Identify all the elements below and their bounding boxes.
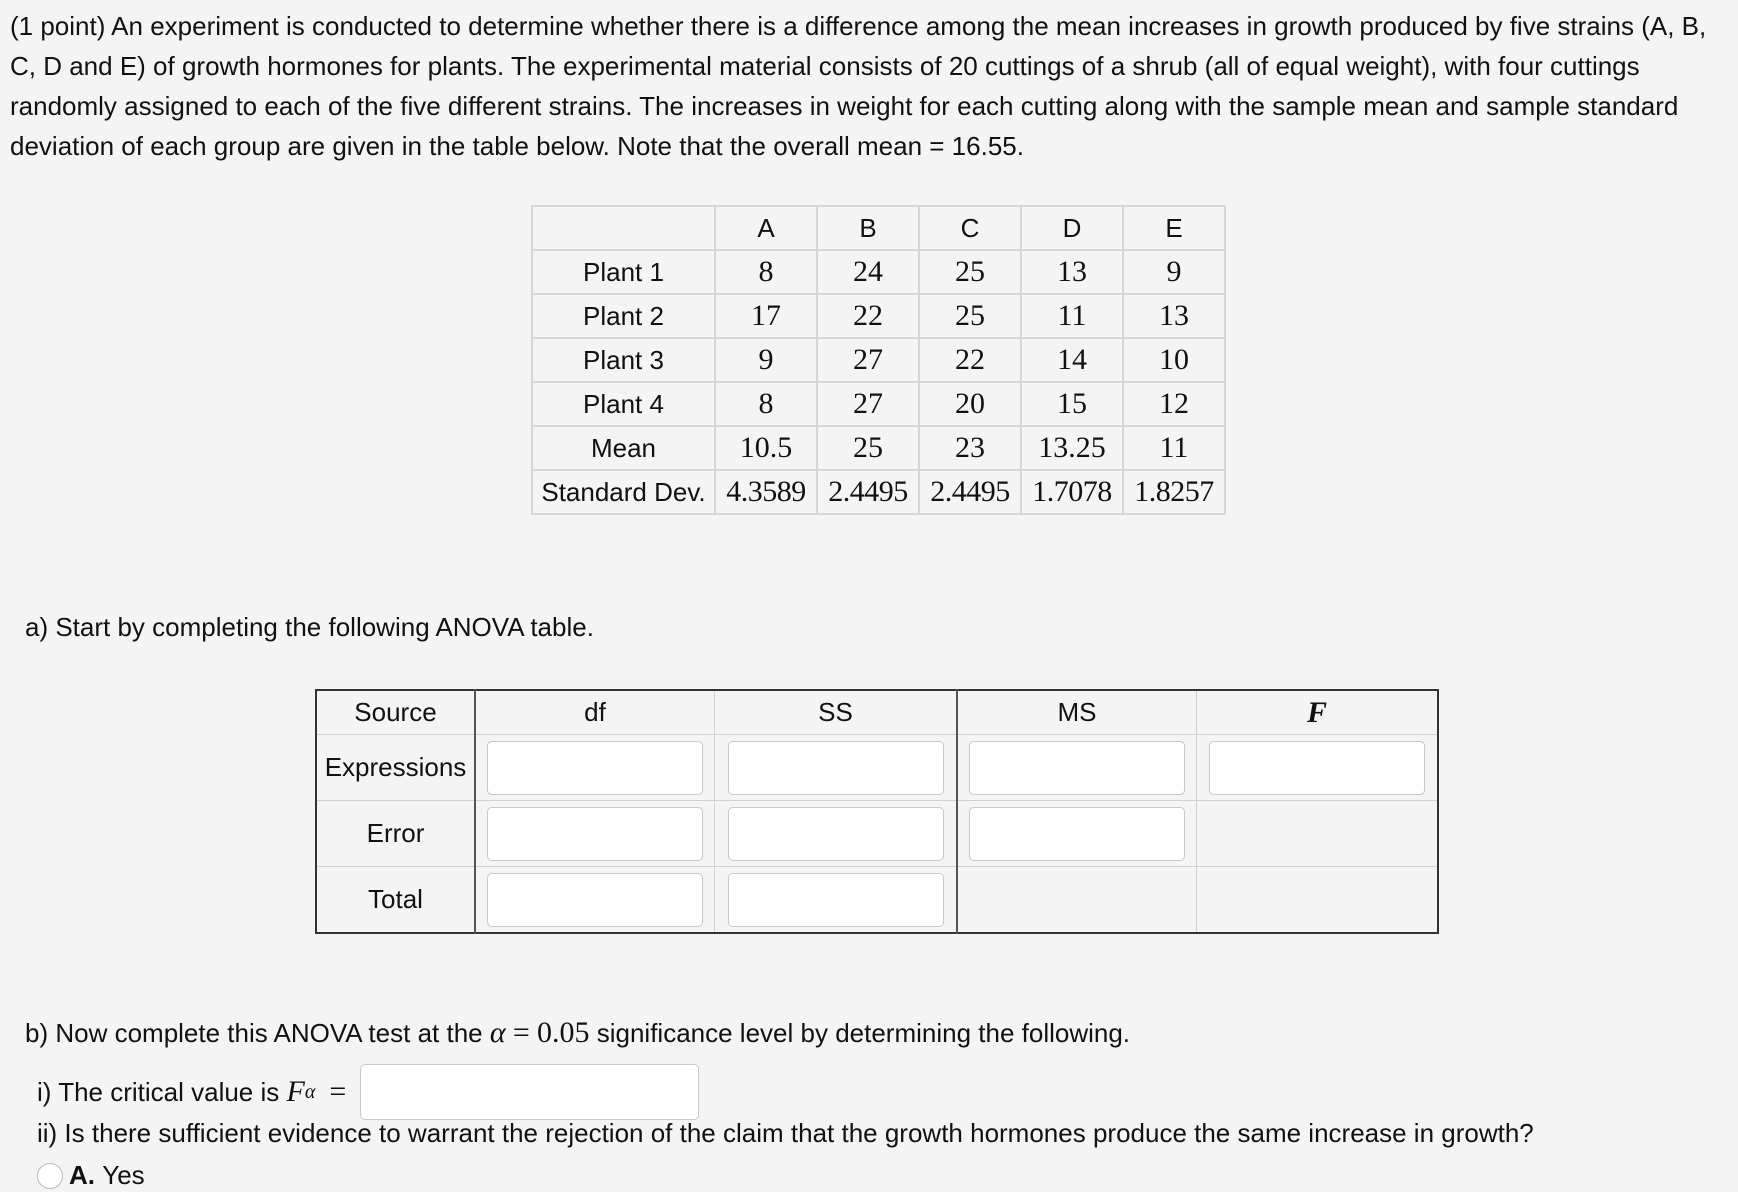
cell: 24 xyxy=(817,250,919,294)
expressions-df-input[interactable] xyxy=(487,741,703,795)
header-source: Source xyxy=(316,690,475,735)
total-ss-input[interactable] xyxy=(728,873,944,927)
cell: 10 xyxy=(1123,338,1225,382)
critical-value-label: i) The critical value is xyxy=(37,1076,280,1107)
cell: 25 xyxy=(919,250,1021,294)
anova-row-expressions xyxy=(316,735,1438,801)
column-header: E xyxy=(1123,206,1225,250)
cell: 13 xyxy=(1021,250,1123,294)
cell: 10.5 xyxy=(715,426,817,470)
critical-value-row xyxy=(37,1064,699,1120)
part-a-instruction: a) Start by completing the following ANOVA table. xyxy=(25,612,594,642)
row-label: Plant 3 xyxy=(532,338,715,382)
f-variable: F xyxy=(286,1075,305,1108)
corner-cell xyxy=(532,206,715,250)
header-ms: MS xyxy=(957,690,1197,735)
growth-data-table xyxy=(531,205,1226,515)
cell: 22 xyxy=(817,294,919,338)
row-label: Plant 2 xyxy=(532,294,715,338)
cell: 1.7078 xyxy=(1021,470,1123,514)
option-a-label: Yes xyxy=(102,1160,145,1190)
part-b-text-after: significance level by determining the following. xyxy=(596,1018,1131,1048)
error-df-input[interactable] xyxy=(487,807,703,861)
cell: 23 xyxy=(919,426,1021,470)
cell: 14 xyxy=(1021,338,1123,382)
cell: 2.4495 xyxy=(817,470,919,514)
column-header: C xyxy=(919,206,1021,250)
cell: 13 xyxy=(1123,294,1225,338)
anova-header-row xyxy=(316,690,1438,735)
header-df: df xyxy=(475,690,715,735)
option-a-radio[interactable] xyxy=(37,1163,63,1189)
row-label: Error xyxy=(316,801,475,867)
header-ss: SS xyxy=(715,690,958,735)
cell: 17 xyxy=(715,294,817,338)
cell: 2.4495 xyxy=(919,470,1021,514)
error-ms-input[interactable] xyxy=(969,807,1185,861)
column-header: B xyxy=(817,206,919,250)
alpha-symbol: α xyxy=(489,1016,506,1049)
row-label: Standard Dev. xyxy=(532,470,715,514)
option-a-letter: A. xyxy=(69,1160,95,1190)
column-header: A xyxy=(715,206,817,250)
critical-value-input[interactable] xyxy=(360,1064,699,1120)
equals-sign: = xyxy=(329,1075,347,1108)
cell: 1.8257 xyxy=(1123,470,1225,514)
cell: 15 xyxy=(1021,382,1123,426)
row-label: Plant 4 xyxy=(532,382,715,426)
row-label: Total xyxy=(316,867,475,934)
cell: 25 xyxy=(919,294,1021,338)
column-header: D xyxy=(1021,206,1123,250)
error-ss-input[interactable] xyxy=(728,807,944,861)
cell: 22 xyxy=(919,338,1021,382)
cell: 27 xyxy=(817,338,919,382)
row-label: Expressions xyxy=(316,735,475,801)
cell: 13.25 xyxy=(1021,426,1123,470)
cell: 27 xyxy=(817,382,919,426)
part-b-text: b) Now complete this ANOVA test at the xyxy=(25,1018,483,1048)
anova-row-error xyxy=(316,801,1438,867)
expressions-ss-input[interactable] xyxy=(728,741,944,795)
table-row xyxy=(532,338,1225,382)
rejection-question: ii) Is there sufficient evidence to warrant the rejection of the claim that the growth hormones produce the same increase in growth? xyxy=(37,1118,1534,1148)
cell: 4.3589 xyxy=(715,470,817,514)
cell: 8 xyxy=(715,382,817,426)
anova-row-total xyxy=(316,867,1438,934)
table-row xyxy=(532,382,1225,426)
cell: 11 xyxy=(1021,294,1123,338)
table-row xyxy=(532,294,1225,338)
cell: 11 xyxy=(1123,426,1225,470)
std-dev-row xyxy=(532,470,1225,514)
cell: 9 xyxy=(1123,250,1225,294)
empty-cell xyxy=(1197,801,1439,867)
alpha-value: 0.05 xyxy=(537,1016,590,1049)
mean-row xyxy=(532,426,1225,470)
table-row xyxy=(532,250,1225,294)
header-f: F xyxy=(1197,690,1439,735)
part-b-instruction xyxy=(25,1016,1130,1050)
expressions-f-input[interactable] xyxy=(1209,741,1425,795)
expressions-ms-input[interactable] xyxy=(969,741,1185,795)
row-label: Plant 1 xyxy=(532,250,715,294)
anova-table xyxy=(315,689,1439,934)
empty-cell xyxy=(1197,867,1439,934)
row-label: Mean xyxy=(532,426,715,470)
equals-sign: = xyxy=(512,1016,530,1049)
question-intro: (1 point) An experiment is conducted to determine whether there is a difference among the mean increases in growth produced by five strains (A, B, C, D and E) of growth hormones for plants. The experimental material consists of 20 cuttings of a shrub (all of equal weight), with four cuttings randomly assigned to each of the five different strains. The increases in weight for each cutting along with the sample mean and sample standard deviation of each group are given in the table below. Note that the overall mean = 16.55. xyxy=(10,11,1707,161)
cell: 20 xyxy=(919,382,1021,426)
table-header-row xyxy=(532,206,1225,250)
alpha-subscript: α xyxy=(304,1080,316,1103)
cell: 9 xyxy=(715,338,817,382)
cell: 25 xyxy=(817,426,919,470)
cell: 12 xyxy=(1123,382,1225,426)
cell: 8 xyxy=(715,250,817,294)
empty-cell xyxy=(957,867,1197,934)
option-a[interactable] xyxy=(37,1160,145,1191)
total-df-input[interactable] xyxy=(487,873,703,927)
